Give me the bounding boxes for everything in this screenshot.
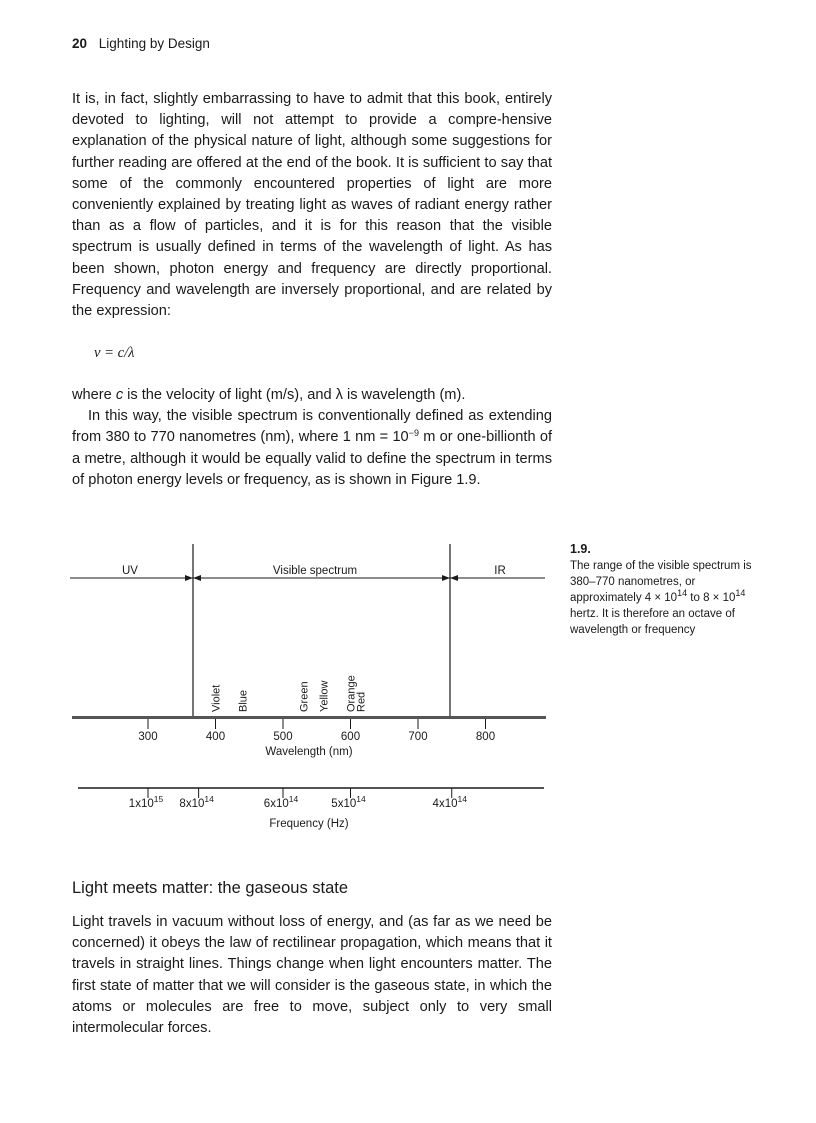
figure-number: 1.9.: [570, 542, 591, 556]
frequency-axis-label: Frequency (Hz): [269, 818, 349, 830]
running-title: Lighting by Design: [98, 36, 210, 51]
text-run: where: [72, 387, 116, 403]
paragraph-2: [72, 385, 552, 491]
wavelength-axis-label: Wavelength (nm): [265, 746, 353, 758]
symbol-c: c: [115, 387, 124, 403]
region-label-uv: UV: [122, 565, 138, 577]
frequency-tick-mantissa: 5x10: [331, 798, 357, 810]
region-label-visible: Visible spectrum: [272, 565, 358, 577]
figure-caption: [570, 541, 760, 638]
section-heading: Light meets matter: the gaseous state: [72, 879, 349, 897]
colour-label-yellow: Yellow: [318, 680, 331, 712]
colour-label-red: Red: [355, 691, 368, 712]
frequency-tick-mantissa: 8x10: [179, 798, 205, 810]
frequency-tick-label-2: [264, 794, 299, 810]
paragraph-1: [72, 89, 552, 322]
frequency-tick-label-1: [179, 794, 214, 810]
frequency-tick-exponent: 15: [153, 794, 164, 804]
frequency-tick-label-4: [433, 794, 468, 810]
spectrum-figure: [60, 540, 560, 840]
exponent: −9: [408, 428, 419, 439]
frequency-tick-mantissa: 1x10: [128, 798, 154, 810]
frequency-tick-exponent: 14: [204, 794, 214, 804]
wavelength-tick-label-700: 700: [408, 731, 428, 743]
running-header: [72, 36, 210, 51]
caption-exponent: 14: [677, 588, 688, 598]
wavelength-tick-label-400: 400: [205, 731, 226, 743]
paragraph-3: [72, 912, 552, 1039]
page-number: 20: [72, 36, 88, 51]
colour-label-violet: Violet: [210, 684, 223, 712]
wavelength-tick-label-600: 600: [340, 731, 361, 743]
text-run: m or one-billionth of a metre, although it would be equally valid to define the spectrum in terms of photon energy levels or frequency, as is shown in Figure 1.9.: [72, 429, 552, 488]
text-run: In this way, the visible spectrum is conventionally defined as extending from 380 to 770 nanometres (nm), where 1 nm = 10: [72, 408, 552, 446]
paragraph-1-text: It is, in fact, slightly embarrassing to have to admit that this book, entirely devoted to lighting, will not attempt to provide a compre-hensive explanation of the physical nature of light, although some suggestions for further reading are offered at the end of the book. It is sufficient to say that some of the commonly encountered properties of light are more conveniently explained by treating light as waves of radiant energy rather than as a flow of particles, and it is for this reason that the visible spectrum is usually defined in terms of the wavelength of light. As has been shown, photon energy and frequency are directly proportional. Frequency and wavelength are inversely proportional, and are related by the expression:: [72, 91, 552, 320]
caption-exponent: 14: [735, 588, 746, 598]
caption-text: to 8 × 10: [687, 592, 736, 604]
text-run: is the velocity of light (m/s), and λ is wavelength (m).: [123, 387, 466, 403]
frequency-tick-exponent: 14: [356, 794, 366, 804]
frequency-ticks: [129, 788, 467, 810]
paragraph-3-text: Light travels in vacuum without loss of energy, and (as far as we need be concerned) it obeys the law of rectilinear propagation, which means that it travels in straight lines. Things change when light encounters matter. The first state of matter that we will consider is the gaseous state, in which the atoms or molecules are free to move, subject only to very small intermolecular forces.: [72, 914, 552, 1037]
caption-text: hertz. It is therefore an octave of wavelength or frequency: [570, 608, 735, 636]
wavelength-ticks: [138, 719, 495, 743]
wavelength-tick-label-800: 800: [475, 731, 496, 743]
frequency-tick-mantissa: 4x10: [432, 798, 458, 810]
paragraph-2-line-1: [72, 385, 552, 406]
colour-label-orange: Orange: [345, 675, 358, 712]
caption-text: The range of the visible spectrum is 380–770 nanometres, or approximately 4 × 10: [570, 560, 752, 604]
wavelength-axis-bar: [72, 716, 546, 719]
colour-label-green: Green: [298, 681, 311, 712]
wavelength-tick-label-300: 300: [138, 731, 158, 743]
frequency-tick-exponent: 14: [457, 794, 467, 804]
equation: ν = c/λ: [94, 345, 135, 361]
frequency-tick-label-3: [331, 794, 366, 810]
colour-label-blue: Blue: [237, 689, 250, 712]
colour-labels: [211, 675, 368, 712]
paragraph-2-body: [72, 406, 552, 491]
region-label-ir: IR: [494, 565, 506, 577]
frequency-tick-exponent: 14: [288, 794, 299, 804]
frequency-tick-mantissa: 6x10: [263, 798, 289, 810]
frequency-tick-label-0: [129, 794, 164, 810]
wavelength-tick-label-500: 500: [273, 731, 293, 743]
